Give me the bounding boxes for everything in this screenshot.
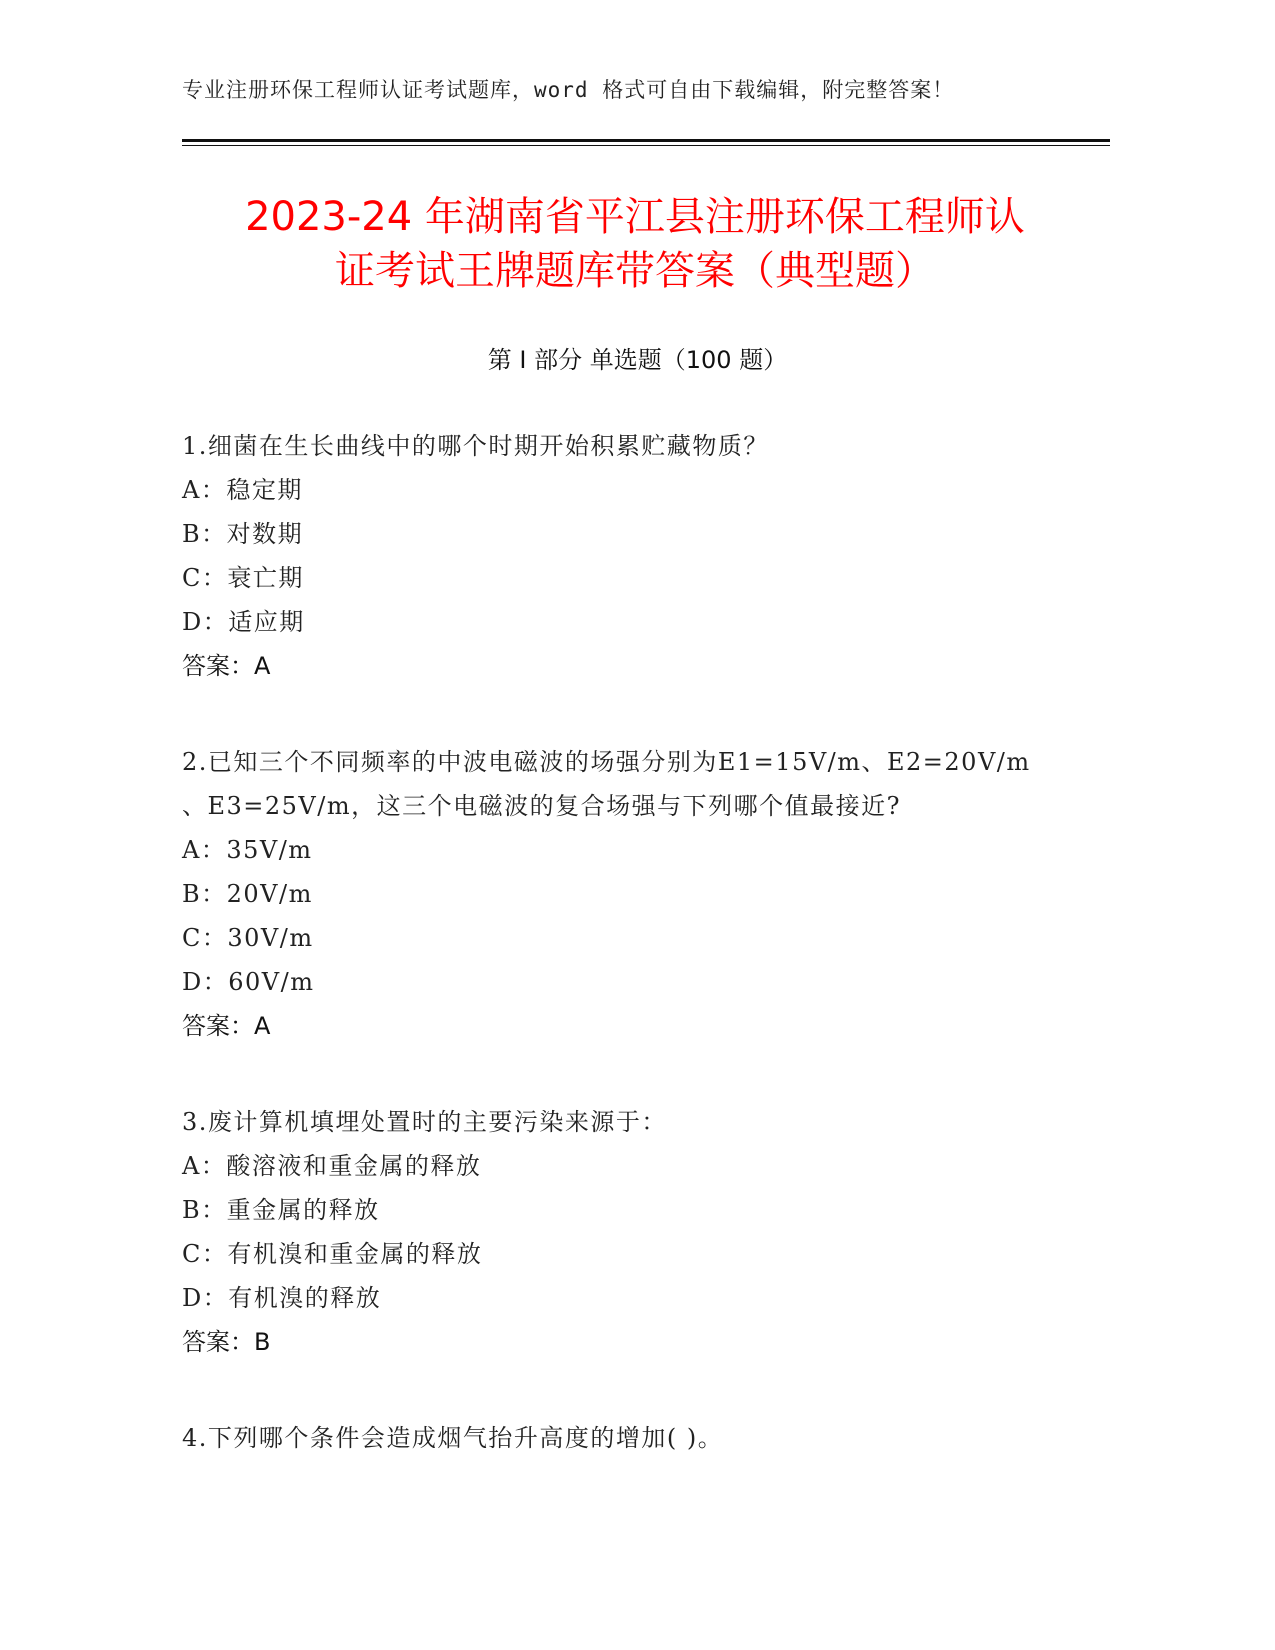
answer-line: 答案：A xyxy=(182,1012,271,1040)
header-note: 专业注册环保工程师认证考试题库，word 格式可自由下载编辑，附完整答案！ xyxy=(182,78,955,102)
answer-line: 答案：B xyxy=(182,1328,271,1356)
option-d: D：60V/m xyxy=(182,968,315,996)
document-title xyxy=(150,190,1120,298)
option-c: C：衰亡期 xyxy=(182,564,304,592)
option-a: A：酸溶液和重金属的释放 xyxy=(182,1152,482,1180)
option-b: B：20V/m xyxy=(182,880,313,908)
option-c: C：有机溴和重金属的释放 xyxy=(182,1240,483,1268)
option-a: A：35V/m xyxy=(182,836,313,864)
option-c: C：30V/m xyxy=(182,924,314,952)
question-4 xyxy=(182,1416,1082,1460)
document-title-line-2: 证考试王牌题库带答案（典型题） xyxy=(335,248,935,294)
question-2 xyxy=(182,740,1082,1048)
question-stem-continued: 、E3=25V/m，这三个电磁波的复合场强与下列哪个值最接近? xyxy=(182,792,901,820)
question-list xyxy=(182,424,1082,1512)
question-stem: 1.细菌在生长曲线中的哪个时期开始积累贮藏物质？ xyxy=(182,432,769,460)
option-b: B：重金属的释放 xyxy=(182,1196,380,1224)
question-1 xyxy=(182,424,1082,688)
option-d: D：有机溴的释放 xyxy=(182,1284,382,1312)
question-stem: 2.已知三个不同频率的中波电磁波的场强分别为E1=15V/m、E2=20V/m xyxy=(182,748,1031,776)
question-stem: 4.下列哪个条件会造成烟气抬升高度的增加( )。 xyxy=(182,1424,724,1452)
option-a: A：稳定期 xyxy=(182,476,303,504)
question-3 xyxy=(182,1100,1082,1364)
option-d: D：适应期 xyxy=(182,608,305,636)
header-rule-thick xyxy=(182,139,1110,142)
document-title-line-1: 2023-24 年湖南省平江县注册环保工程师认 xyxy=(245,194,1025,240)
option-b: B：对数期 xyxy=(182,520,304,548)
section-title: 第 I 部分 单选题（100 题） xyxy=(487,346,788,374)
question-stem: 3.废计算机填埋处置时的主要污染来源于： xyxy=(182,1108,667,1136)
answer-line: 答案：A xyxy=(182,652,271,680)
header-rule-thin xyxy=(182,145,1110,146)
